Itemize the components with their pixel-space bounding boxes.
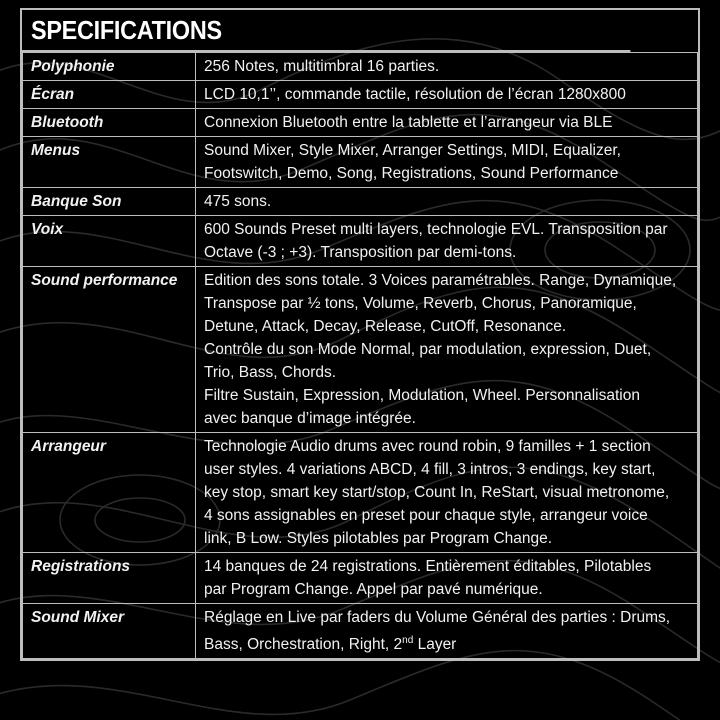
spec-value-line: 475 sons. <box>204 193 272 210</box>
spec-value-line: Detune, Attack, Decay, Release, CutOff, Resonance. <box>204 318 567 335</box>
spec-value <box>196 137 698 188</box>
spec-value-line: Connexion Bluetooth entre la tablette et l’arrangeur via BLE <box>204 114 613 131</box>
spec-label: Menus <box>23 137 196 188</box>
spec-value <box>196 216 698 267</box>
spec-value-line: key stop, smart key start/stop, Count In, ReStart, visual metronome, <box>204 484 670 501</box>
spec-value <box>196 53 698 81</box>
spec-value-line: Bass, Orchestration, Right, 2nd Layer <box>204 635 457 654</box>
spec-label: Polyphonie <box>23 53 196 81</box>
spec-value-line: user styles. 4 variations ABCD, 4 fill, 3 intros, 3 endings, key start, <box>204 461 656 478</box>
spec-value <box>196 109 698 137</box>
spec-row <box>23 216 698 267</box>
spec-label: Sound performance <box>23 267 196 433</box>
spec-value-line: avec banque d’image intégrée. <box>204 410 416 427</box>
spec-value-line: Sound Mixer, Style Mixer, Arranger Settings, MIDI, Equalizer, <box>204 142 621 159</box>
spec-value <box>196 188 698 216</box>
spec-label: Bluetooth <box>23 109 196 137</box>
spec-value-line: Technologie Audio drums avec round robin, 9 familles + 1 section <box>204 438 651 455</box>
spec-label: Voix <box>23 216 196 267</box>
spec-value-line: Transpose par ½ tons, Volume, Reverb, Chorus, Panoramique, <box>204 295 637 312</box>
specifications-table-container <box>20 8 700 661</box>
spec-value <box>196 553 698 604</box>
spec-value-line: 4 sons assignables en preset pour chaque style, arrangeur voice <box>204 507 648 524</box>
spec-value-line: Filtre Sustain, Expression, Modulation, Wheel. Personnalisation <box>204 387 640 404</box>
spec-label: Banque Son <box>23 188 196 216</box>
spec-row <box>23 267 698 433</box>
spec-value-line: Footswitch, Demo, Song, Registrations, Sound Performance <box>204 165 619 182</box>
spec-value-line: Réglage en Live par faders du Volume Général des parties : Drums, <box>204 609 671 626</box>
spec-row <box>23 53 698 81</box>
spec-row <box>23 433 698 553</box>
spec-value-line: LCD 10,1’’, commande tactile, résolution de l’écran 1280x800 <box>204 86 626 103</box>
spec-label: Écran <box>23 81 196 109</box>
spec-value-line: link, B Low. Styles pilotables par Program Change. <box>204 530 553 547</box>
spec-value-line: 256 Notes, multitimbral 16 parties. <box>204 58 440 75</box>
spec-row <box>23 604 698 659</box>
spec-value <box>196 267 698 433</box>
spec-value-line: Trio, Bass, Chords. <box>204 364 337 381</box>
spec-row <box>23 553 698 604</box>
spec-row <box>23 188 698 216</box>
spec-label: Arrangeur <box>23 433 196 553</box>
spec-label: Registrations <box>23 553 196 604</box>
spec-row <box>23 81 698 109</box>
spec-value-line: Edition des sons totale. 3 Voices paramétrables. Range, Dynamique, <box>204 272 677 289</box>
spec-value-line: Contrôle du son Mode Normal, par modulation, expression, Duet, <box>204 341 652 358</box>
spec-row <box>23 137 698 188</box>
spec-value <box>196 433 698 553</box>
spec-value-line: 14 banques de 24 registrations. Entièrement éditables, Pilotables <box>204 558 652 575</box>
spec-value-line: par Program Change. Appel par pavé numérique. <box>204 581 543 598</box>
spec-value-line: 600 Sounds Preset multi layers, technologie EVL. Transposition par <box>204 221 668 238</box>
specifications-table <box>22 52 698 659</box>
spec-value <box>196 604 698 659</box>
spec-value <box>196 81 698 109</box>
spec-value-line: Octave (-3 ; +3). Transposition par demi-tons. <box>204 244 517 261</box>
page-title: SPECIFICATIONS <box>22 10 630 52</box>
spec-label: Sound Mixer <box>23 604 196 659</box>
spec-row <box>23 109 698 137</box>
